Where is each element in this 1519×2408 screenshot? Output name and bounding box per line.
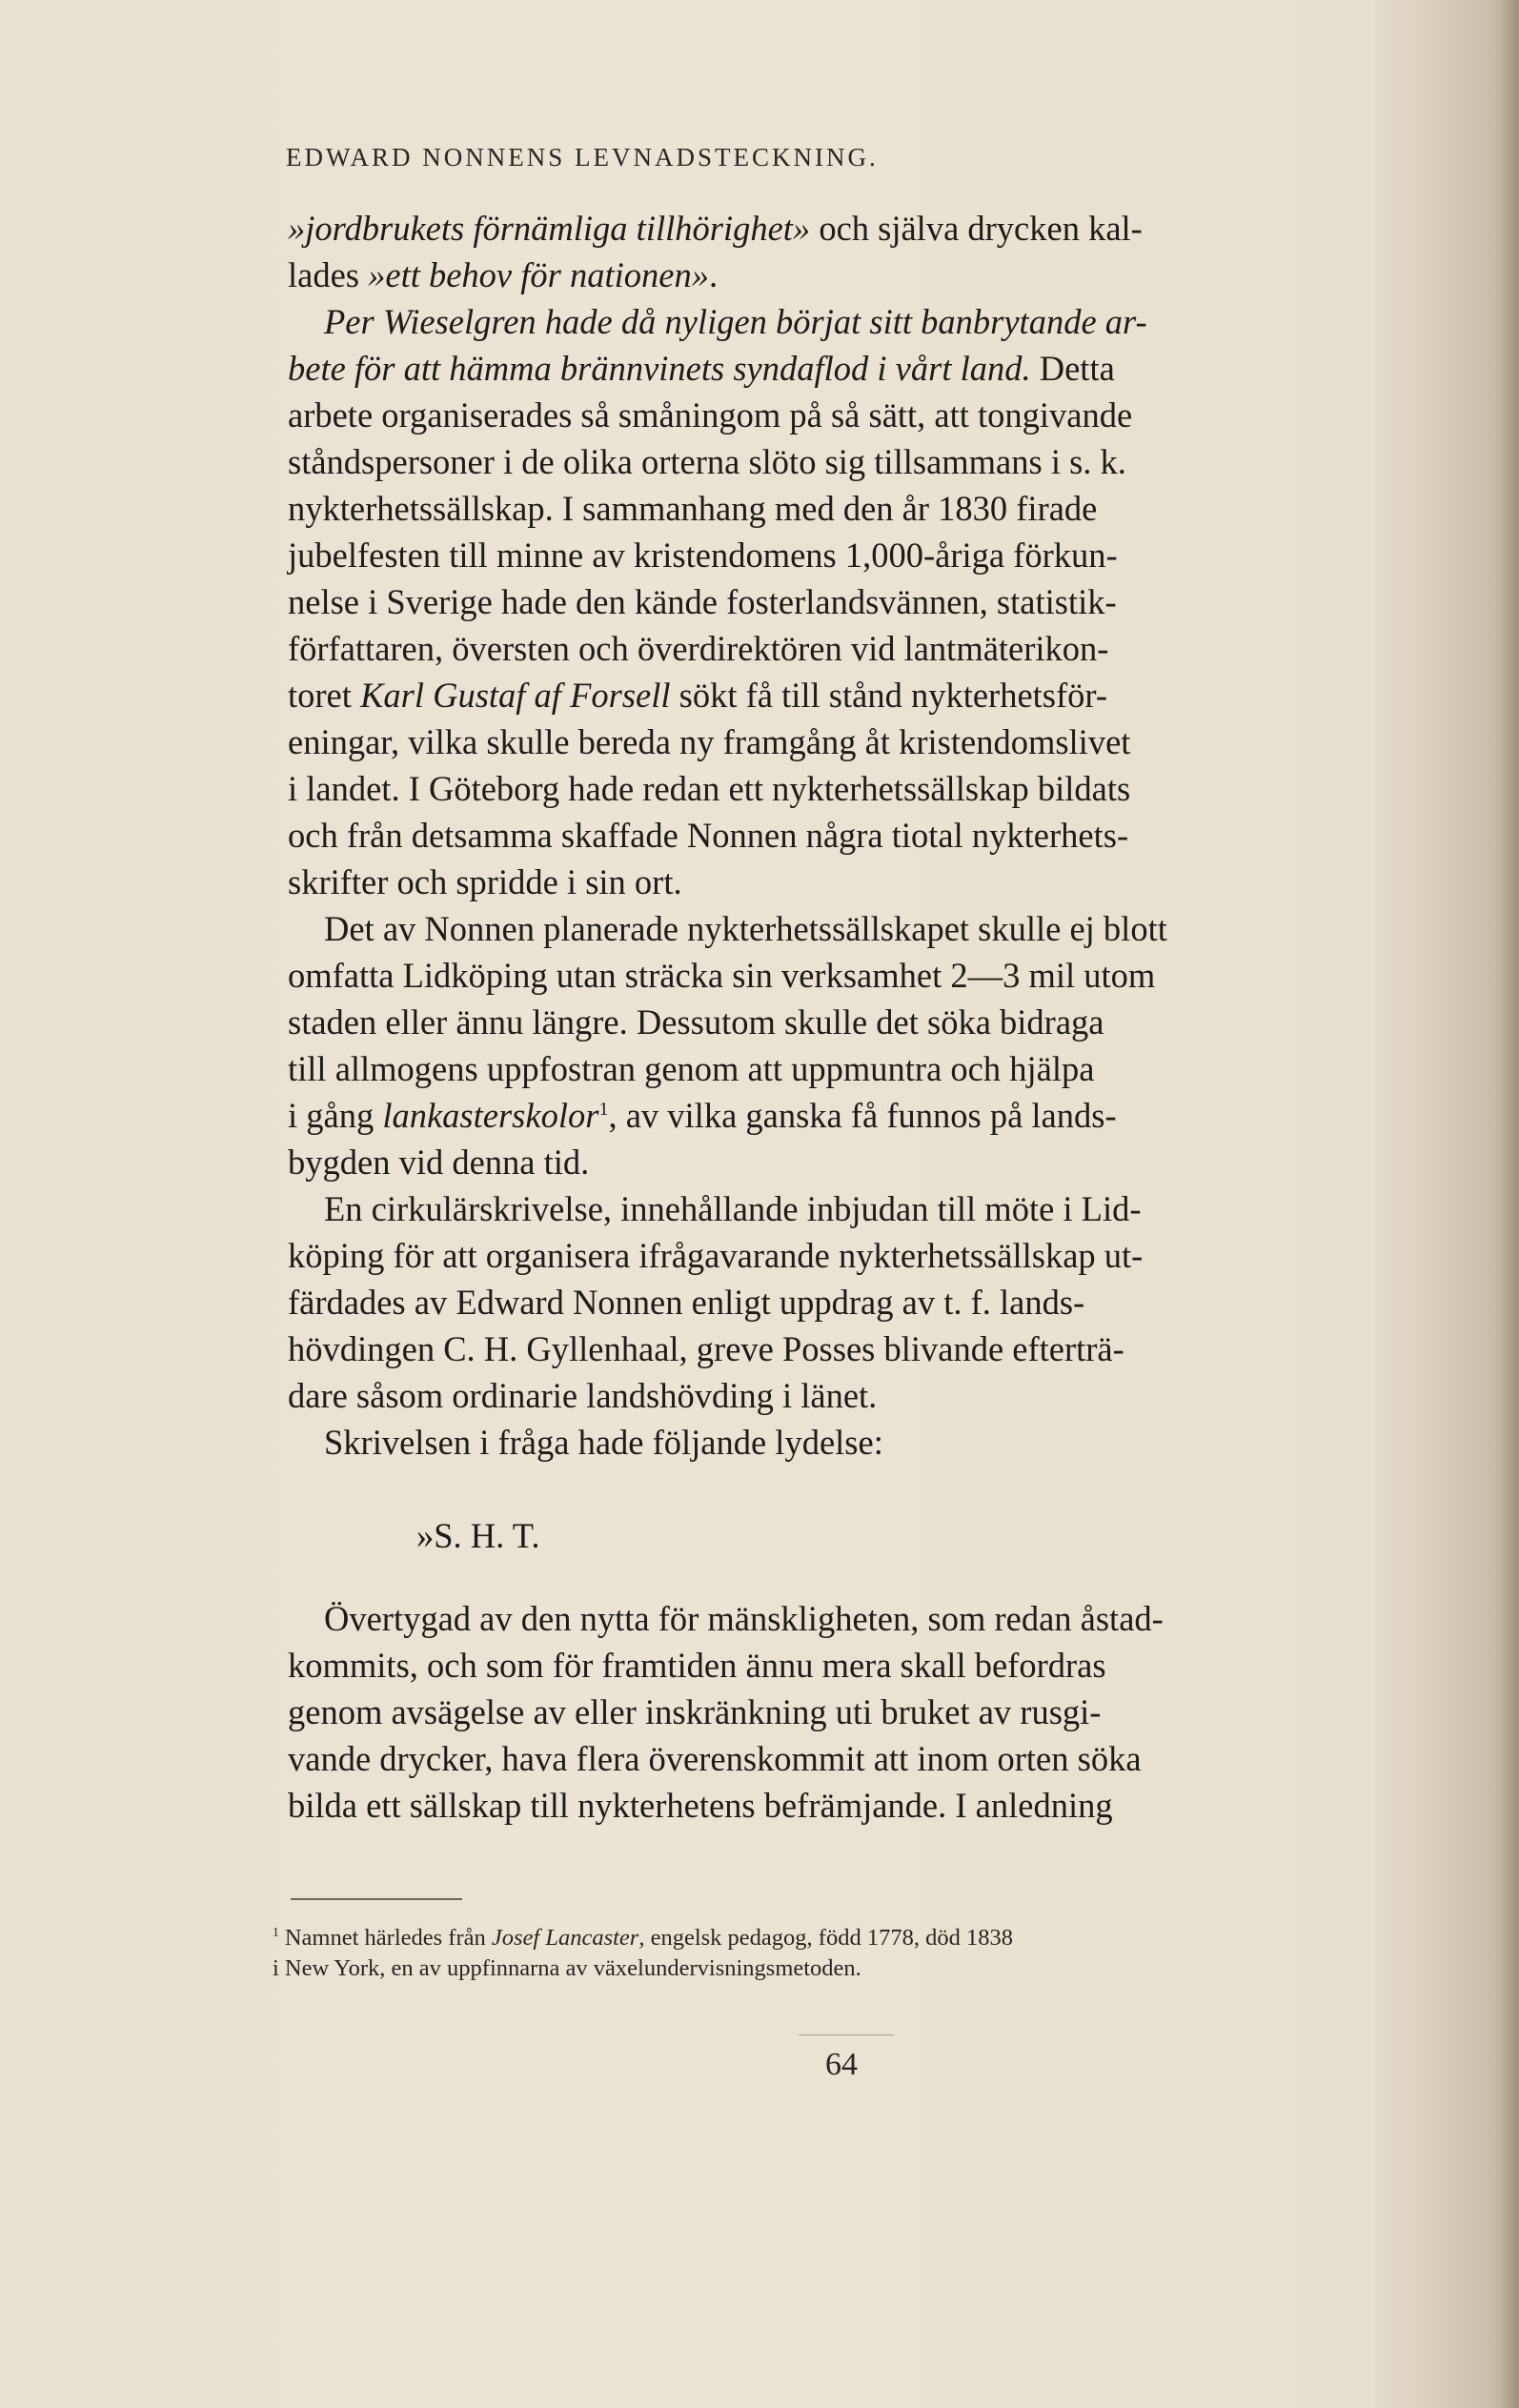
letter-salutation: »S. H. T. — [416, 1516, 540, 1555]
italic-phrase: Per Wieselgren hade då nyligen börjat sitt banbrytande ar- — [324, 302, 1147, 341]
text-line: och från detsamma skaffade Nonnen några tiotal nykterhets- — [288, 816, 1129, 855]
text-span: , av vilka ganska få funnos på lands- — [608, 1096, 1117, 1135]
text-span: lades — [288, 255, 369, 294]
page-number: 64 — [825, 2047, 858, 2082]
text-line: skrifter och spridde i sin ort. — [288, 862, 682, 901]
text-line — [288, 345, 1431, 392]
text-span: och själva drycken kal- — [810, 209, 1143, 248]
text-line: eningar, vilka skulle bereda ny framgång åt kristendomslivet — [288, 722, 1131, 761]
text-span: i gång — [288, 1096, 383, 1135]
italic-name: Josef Lancaster — [491, 1925, 639, 1951]
text-line: vande drycker, hava flera överenskommit att inom orten söka — [288, 1739, 1142, 1778]
italic-phrase: bete för att hämma brännvinets syndaflod i vårt land. — [288, 349, 1031, 388]
text-span: toret — [288, 676, 361, 715]
page-edge-shadow — [1498, 0, 1519, 2408]
page-number-rule — [799, 2034, 894, 2035]
footnote-block — [273, 1923, 1511, 1984]
text-line — [288, 298, 1431, 345]
text-line: till allmogens uppfostran genom att uppmuntra och hjälpa — [288, 1049, 1095, 1088]
text-line: färdades av Edward Nonnen enligt uppdrag av t. f. lands- — [288, 1283, 1085, 1322]
text-span: Detta — [1030, 349, 1115, 388]
blank-line — [288, 1466, 1431, 1512]
footnote-marker: 1 — [273, 1924, 279, 1939]
text-line: hövdingen C. H. Gyllenhaal, greve Posses blivande efterträ- — [288, 1329, 1124, 1368]
text-line: Det av Nonnen planerade nykterhetssällskapet skulle ej blott — [324, 909, 1167, 948]
text-line: i landet. I Göteborg hade redan ett nykterhetssällskap bildats — [288, 769, 1131, 808]
footnote-reference[interactable]: 1 — [598, 1098, 609, 1120]
text-line: arbete organiserades så småningom på så sätt, att tongivande — [288, 395, 1133, 435]
text-line: En cirkulärskrivelse, innehållande inbjudan till möte i Lid- — [324, 1189, 1142, 1228]
text-span: Namnet härledes från — [278, 1925, 492, 1951]
text-line: jubelfesten till minne av kristendomens 1,000-åriga förkun- — [288, 536, 1118, 575]
text-span: sökt få till stånd nykterhetsför- — [670, 676, 1107, 715]
text-line: Övertygad av den nytta för mänskligheten, som redan åstad- — [324, 1599, 1164, 1638]
footnote-divider — [291, 1898, 462, 1900]
text-line — [288, 672, 1431, 718]
footnote-line: i New York, en av uppfinnarna av växelundervisningsmetoden. — [273, 1955, 861, 1981]
text-line: kommits, och som för framtiden ännu mera skall befordras — [288, 1646, 1106, 1685]
body-text — [288, 205, 1431, 1829]
text-line — [288, 252, 1431, 298]
text-line: staden eller ännu längre. Dessutom skulle det söka bidraga — [288, 1002, 1104, 1042]
text-line: ståndspersoner i de olika orterna slöto sig tillsammans i s. k. — [288, 442, 1126, 481]
text-line — [288, 205, 1431, 252]
text-line: bilda ett sällskap till nykterhetens befrämjande. I anledning — [288, 1786, 1113, 1825]
text-line: köping för att organisera ifrågavarande nykterhetssällskap ut- — [288, 1236, 1144, 1275]
text-span: , engelsk pedagog, född 1778, död 1838 — [638, 1925, 1013, 1951]
text-line: omfatta Lidköping utan sträcka sin verksamhet 2—3 mil utom — [288, 956, 1156, 995]
italic-phrase: »ett behov för nationen» — [368, 255, 709, 294]
italic-term: lankasterskolor — [382, 1096, 599, 1135]
text-line: genom avsägelse av eller inskränkning uti bruket av rusgi- — [288, 1692, 1102, 1731]
italic-name: Karl Gustaf af Forsell — [360, 676, 671, 715]
blank-line — [288, 1559, 1431, 1595]
text-line: författaren, översten och överdirektören vid lantmäterikon- — [288, 629, 1109, 668]
running-head: EDWARD NONNENS LEVNADSTECKNING. — [286, 143, 879, 172]
text-line — [288, 1092, 1431, 1139]
italic-phrase: »jordbrukets förnämliga tillhörighet» — [288, 209, 811, 248]
text-line: nelse i Sverige hade den kände fosterlandsvännen, statistik- — [288, 582, 1117, 621]
text-span: . — [708, 255, 719, 294]
text-line: bygden vid denna tid. — [288, 1143, 590, 1182]
text-line: nykterhetssällskap. I sammanhang med den år 1830 firade — [288, 489, 1098, 528]
text-line: dare såsom ordinarie landshövding i länet. — [288, 1376, 878, 1415]
text-line: Skrivelsen i fråga hade följande lydelse: — [324, 1423, 883, 1462]
footnote-line — [273, 1923, 1511, 1953]
